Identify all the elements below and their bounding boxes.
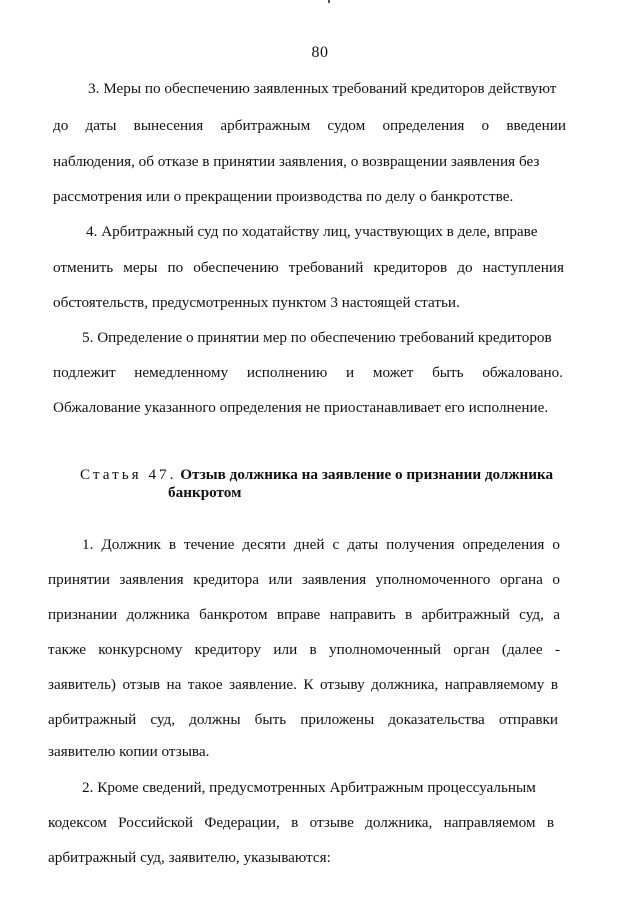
article-paragraph-2-line-2: кодексом Российской Федерации, в отзыве должника, направляемом в [48,814,554,831]
article-paragraph-1-line-5: заявитель) отзыв на такое заявление. К отзыву должника, направляемому в [48,676,558,693]
paragraph-5-line-2: подлежит немедленному исполнению и может быть обжаловано. [53,364,563,381]
paragraph-4-line-1: 4. Арбитражный суд по ходатайству лиц, участвующих в деле, вправе [86,223,538,240]
article-paragraph-1-line-4: также конкурсному кредитору или в уполномоченный орган (далее - [48,641,560,658]
article-title-line-2-wrap [168,483,241,503]
article-paragraph-2-line-1: 2. Кроме сведений, предусмотренных Арбитражным процессуальным [82,779,536,796]
article-heading [80,465,553,485]
paragraph-4-line-3: обстоятельств, предусмотренных пунктом 3 настоящей статьи. [53,294,460,311]
scan-mark [328,0,330,3]
paragraph-5-line-3: Обжалование указанного определения не приостанавливает его исполнение. [53,399,549,416]
article-paragraph-1-line-7: заявителю копии отзыва. [48,743,210,760]
paragraph-4-line-2: отменить меры по обеспечению требований кредиторов до наступления [53,259,564,276]
paragraph-5-line-1: 5. Определение о принятии мер по обеспечению требований кредиторов [82,329,552,346]
article-title-line-1: Отзыв должника на заявление о признании должника [180,466,554,483]
article-paragraph-1-line-1: 1. Должник в течение десяти дней с даты получения определения о [82,536,560,553]
paragraph-3-line-3: наблюдения, об отказе в принятии заявления, о возвращении заявления без [53,153,540,170]
page-number: 80 [311,44,329,61]
article-paragraph-1-line-3: признании должника банкротом вправе направить в арбитражный суд, а [48,606,560,623]
article-label: Статья 47. [80,466,177,483]
paragraph-3-line-2: до даты вынесения арбитражным судом определения о введении [53,117,566,134]
paragraph-3-line-4: рассмотрения или о прекращении производства по делу о банкротстве. [53,188,514,205]
article-title-line-2: банкротом [168,484,242,501]
article-paragraph-2-line-3: арбитражный суд, заявителю, указываются: [48,849,331,866]
paragraph-3-line-1: 3. Меры по обеспечению заявленных требований кредиторов действуют [88,80,557,97]
article-paragraph-1-line-2: принятии заявления кредитора или заявления уполномоченного органа о [48,571,560,588]
article-paragraph-1-line-6: арбитражный суд, должны быть приложены доказательства отправки [48,711,558,728]
